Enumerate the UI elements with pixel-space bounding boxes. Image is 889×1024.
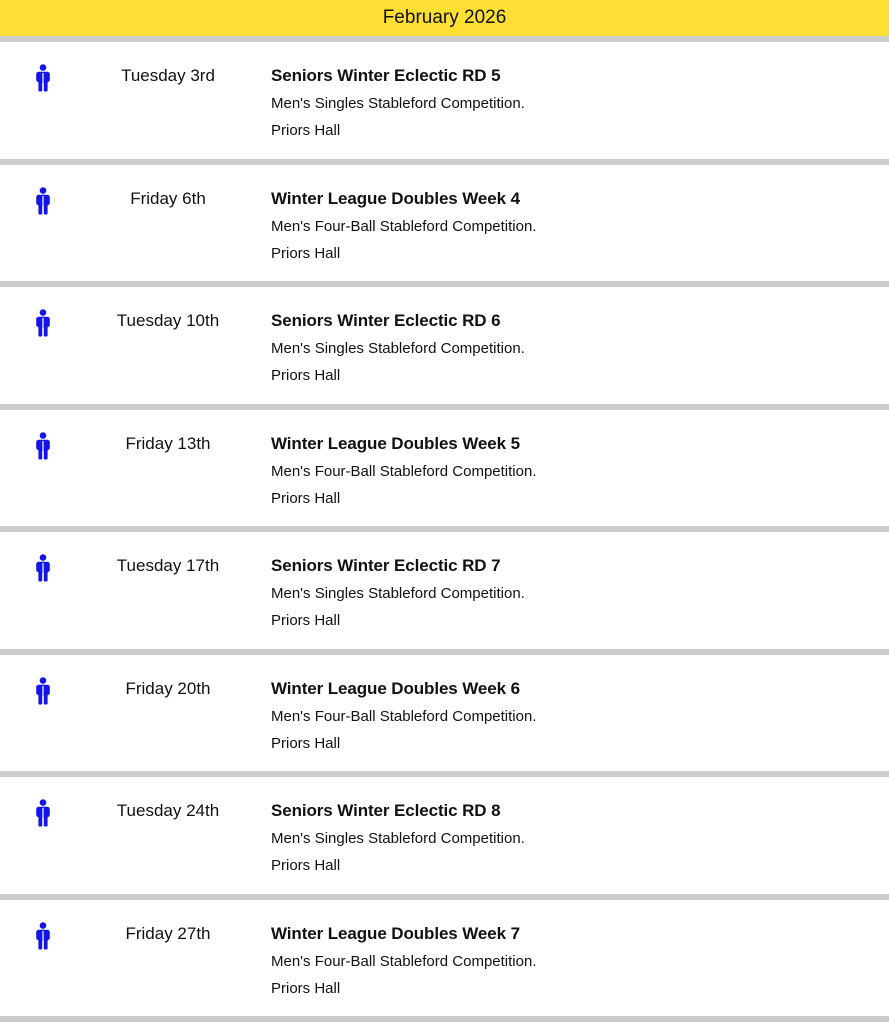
event-row[interactable] [0, 655, 889, 772]
event-description: Men's Four-Ball Stableford Competition. [271, 217, 537, 235]
event-row[interactable] [0, 287, 889, 404]
month-header-label: February 2026 [382, 7, 507, 28]
male-person-icon [34, 432, 52, 460]
event-details [271, 800, 525, 876]
male-person-icon [34, 64, 52, 92]
divider [0, 1016, 889, 1022]
male-person-icon [34, 922, 52, 950]
event-venue: Priors Hall [271, 979, 341, 997]
event-row[interactable] [0, 410, 889, 527]
event-description: Men's Four-Ball Stableford Competition. [271, 707, 537, 725]
event-date: Tuesday 17th [116, 556, 220, 575]
event-description: Men's Singles Stableford Competition. [271, 340, 525, 357]
event-description: Men's Four-Ball Stableford Competition. [271, 952, 537, 970]
event-venue: Priors Hall [271, 122, 341, 139]
event-date: Tuesday 10th [116, 311, 220, 330]
events-list [0, 42, 889, 1022]
month-header [0, 0, 889, 36]
male-person-icon [34, 799, 52, 827]
event-date: Friday 13th [125, 433, 211, 453]
event-details [271, 188, 536, 264]
event-venue: Priors Hall [271, 857, 341, 874]
event-details [271, 310, 525, 386]
event-title[interactable]: Winter League Doubles Week 5 [271, 433, 520, 453]
male-person-icon [34, 554, 52, 582]
event-title[interactable]: Seniors Winter Eclectic RD 7 [271, 556, 501, 575]
event-row[interactable] [0, 532, 889, 649]
event-description: Men's Singles Stableford Competition. [271, 95, 525, 112]
event-venue: Priors Hall [271, 612, 341, 629]
event-details [271, 678, 536, 754]
event-details [271, 555, 525, 631]
event-row[interactable] [0, 900, 889, 1017]
event-details [271, 65, 525, 141]
event-description: Men's Singles Stableford Competition. [271, 830, 525, 847]
event-row[interactable] [0, 42, 889, 159]
event-row[interactable] [0, 165, 889, 282]
event-date: Friday 6th [130, 188, 206, 208]
male-person-icon [34, 187, 52, 215]
event-venue: Priors Hall [271, 367, 341, 384]
event-title[interactable]: Winter League Doubles Week 4 [271, 188, 520, 208]
event-date: Tuesday 24th [116, 801, 220, 820]
male-person-icon [34, 309, 52, 337]
event-details [271, 923, 536, 999]
event-venue: Priors Hall [271, 489, 341, 507]
event-description: Men's Singles Stableford Competition. [271, 585, 525, 602]
event-venue: Priors Hall [271, 734, 341, 752]
event-date: Tuesday 3rd [121, 66, 215, 85]
male-person-icon [34, 677, 52, 705]
event-title[interactable]: Winter League Doubles Week 7 [271, 923, 520, 943]
event-title[interactable]: Seniors Winter Eclectic RD 5 [271, 66, 501, 85]
event-row[interactable] [0, 777, 889, 894]
event-details [271, 433, 536, 509]
event-date: Friday 27th [125, 923, 211, 943]
event-title[interactable]: Seniors Winter Eclectic RD 6 [271, 311, 501, 330]
event-description: Men's Four-Ball Stableford Competition. [271, 462, 537, 480]
event-title[interactable]: Seniors Winter Eclectic RD 8 [271, 801, 501, 820]
event-title[interactable]: Winter League Doubles Week 6 [271, 678, 520, 698]
event-date: Friday 20th [125, 678, 211, 698]
event-venue: Priors Hall [271, 244, 341, 262]
